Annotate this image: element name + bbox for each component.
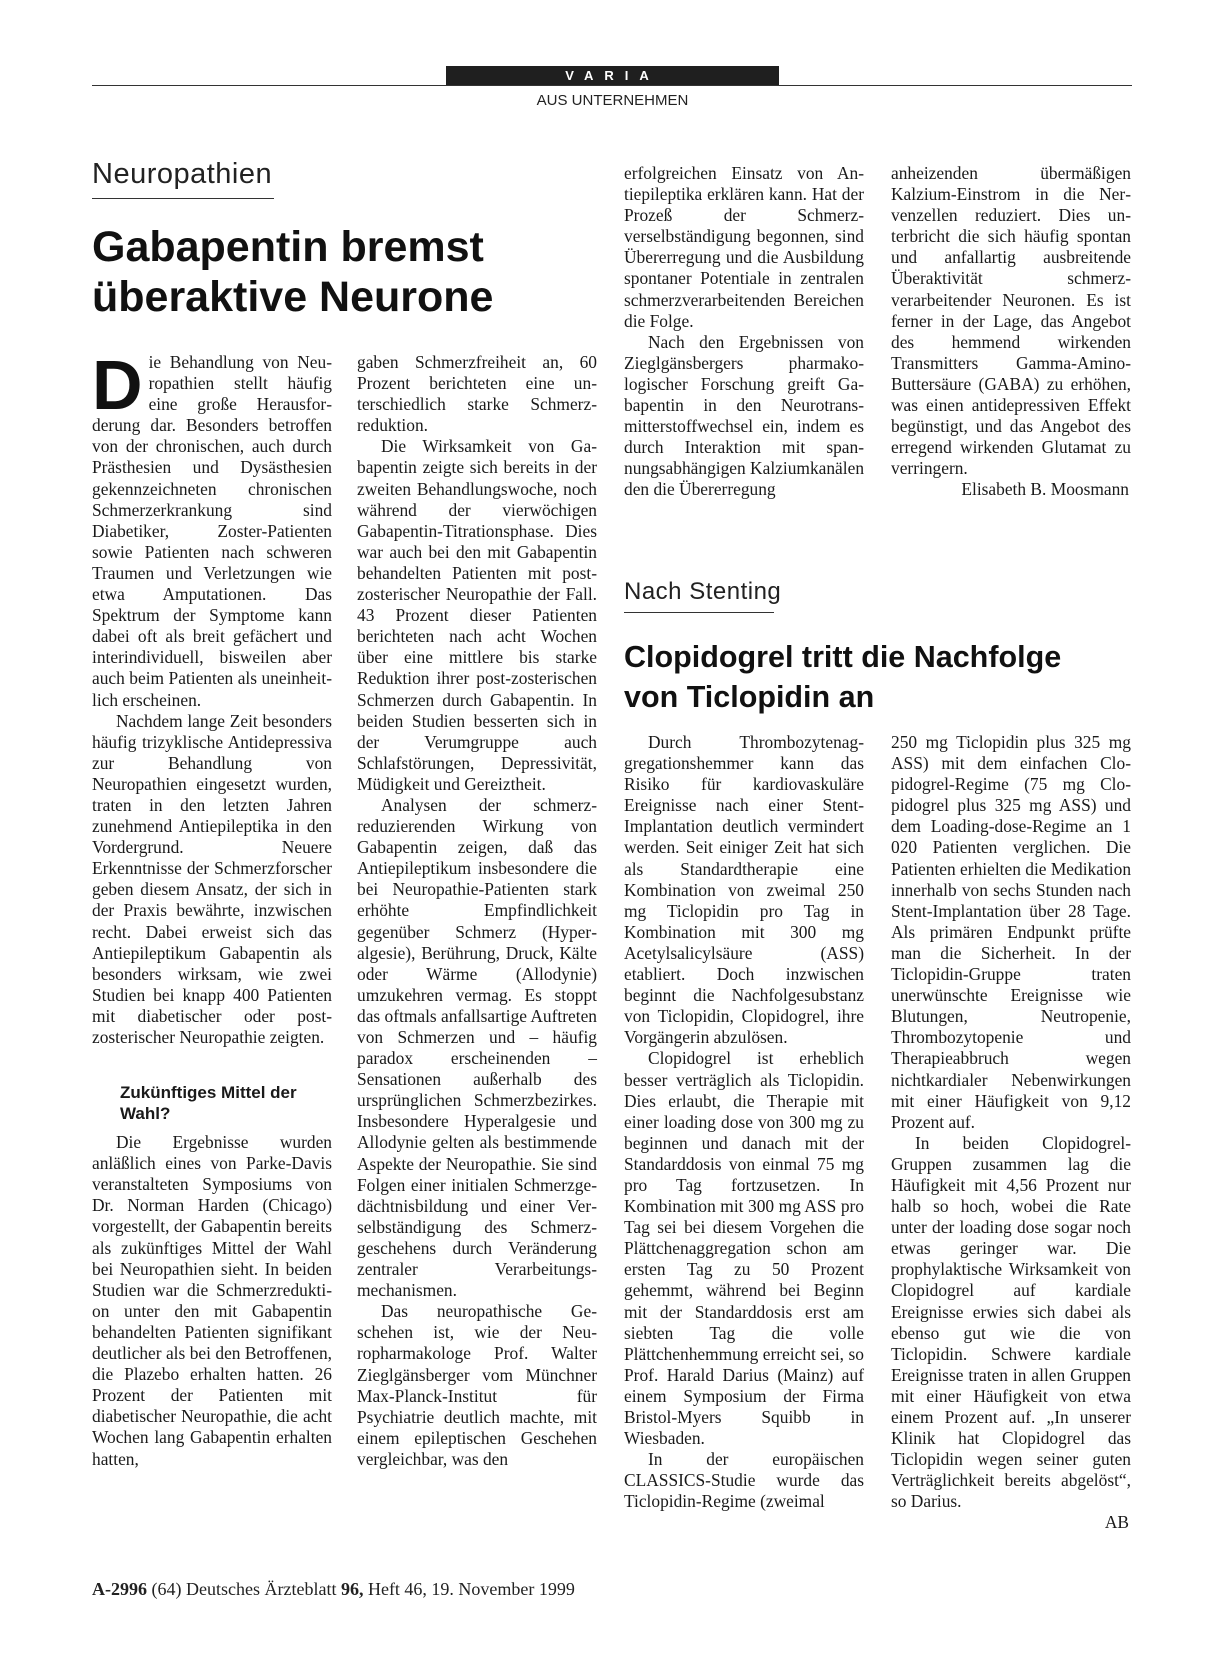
header-rule bbox=[92, 85, 1132, 86]
article2-kicker: Nach Stenting bbox=[624, 578, 782, 605]
article1-column-2 bbox=[357, 352, 597, 1470]
article2-column-1 bbox=[624, 732, 864, 1512]
article1-paragraph: Analysen der schmerzreduzierenden Wirkung von Gabapentin zeigen, daß das Antiepileptikum insbesondere die bei Neuropathie-Patienten stark erhöhte Empfindlichkeit gegenüber Schmerz (Hyperalgesie), Berührung, Druck, Kälte oder Wärme (Allodynie) umzukehren vermag. Es stoppt das oftmals anfallsartige Auftreten von Schmerzen und – häufig paradox erscheinenden – Sensationen außerhalb des ursprünglichen Schmerzbezirkes. Insbesondere Hyperalgesie und Allodynie gelten als bestimmende Aspekte der Neuropathie. Sie sind Folgen einer initialen Schmerzgedächtnisbildung und einer Verselbständigung des Schmerzgeschehens durch Veränderung zentraler Verarbeitungsmechanismen. bbox=[357, 794, 598, 1301]
page-code: A-2996 bbox=[92, 1579, 147, 1599]
article2-headline-line2: von Ticlopidin an bbox=[624, 680, 875, 714]
article1-paragraph: Die Wirksamkeit von Gabapentin zeigte sich bereits in der zweiten Behandlungswoche, noch während der vierwöchigen Gabapentin-Titrationsphase. Dies war auch bei den mit Gabapentin behandelten Patienten mit post-zosterischer Neuropathie der Fall. 43 Prozent dieser Patienten berichteten nach acht Wochen über eine mittlere bis starke Reduktion ihrer post-zosterischen Schmerzen durch Gabapentin. In beiden Studien besserten sich in der Verumgruppe auch Schlafstörungen, Depressivität, Müdigkeit und Gereiztheit. bbox=[357, 436, 597, 794]
subsection-label: AUS UNTERNEHMEN bbox=[536, 92, 689, 109]
article2-kicker-rule bbox=[624, 612, 774, 613]
article2-paragraph: 250 mg Ticlopidin plus 325 mg ASS) mit dem einfachen Clopidogrel-Regime (75 mg Clopidogrel plus 325 mg ASS) und dem Loading-dose-Regime an 1 020 Patienten verglichen. Die Patienten erhielten die Medikation innerhalb von sechs Stunden nach Stent-Implantation über 28 Tage. Als primären Endpunkt prüfte man die Sicherheit. In der Ticlopidin-Gruppe traten unerwünschte Ereignisse wie Blutungen, Neutropenie, Thrombozytopenie und Therapieabbruch wegen nichtkardialer Nebenwirkungen mit einer Häufigkeit von 9,12 Prozent auf. bbox=[891, 732, 1132, 1132]
article1-kicker: Neuropathien bbox=[92, 158, 273, 190]
dropcap: D bbox=[92, 346, 143, 424]
article1-paragraph: erfolgreichen Einsatz von Antiepileptika erklären kann. Hat der Prozeß der Schmerzverselbständigung begonnen, sind Übererregung und die Ausbildung spontaner Potentiale in zentralen schmerzverarbeitenden Bereichen die Folge. bbox=[624, 163, 864, 331]
article1-paragraph: Die Ergebnisse wurden anläßlich eines von Parke-Davis veranstalteten Symposiums von Dr. Norman Harden (Chicago) vorgestellt, der Gabapentin bereits als zukünftiges Mittel der Wahl bei Neuropathien sieht. In beiden Studien war die Schmerzreduktion unter den mit Gabapentin behandelten Patienten signifikant deutlicher als bei den Betroffenen, die Plazebo erhalten hatten. 26 Prozent der Patienten mit diabetischer Neuropathie, die acht Wochen lang Gabapentin erhalten hatten, bbox=[92, 1132, 332, 1469]
article2-paragraph: In beiden Clopidogrel-Gruppen zusammen lag die Häufigkeit mit 4,56 Prozent nur halb so hoch, wobei die Rate unter der loading dose sogar noch etwas geringer war. Die prophylaktische Wirksamkeit von Clopidogrel auf kardiale Ereignisse erwies sich dabei als ebenso gut wie die von Ticlopidin. Schwere kardiale Ereignisse traten in allen Gruppen mit einer Häufigkeit von etwa einem Prozent auf. „In unserer Klinik hat Clopidogrel das Ticlopidin wegen seiner guten Verträglichkeit bereits abgelöst“, so Darius. bbox=[891, 1132, 1131, 1512]
article1-subheading: Zukünftiges Mittel der Wahl? bbox=[120, 1083, 297, 1124]
journal-name: Deutsches Ärzteblatt bbox=[186, 1579, 337, 1599]
article1-author: Elisabeth B. Moosmann bbox=[961, 479, 1129, 500]
section-label: VARIA bbox=[446, 66, 779, 86]
article1-kicker-rule bbox=[92, 198, 274, 199]
article1-paragraph: Nach den Ergebnissen von Zieglgänsbergers pharmakologischer Forschung greift Gabapentin in den Neurotransmitterstoffwechsel ein, indem es durch Interaktion mit spannungsabhängigen Kalziumkanälen den die Übererregung bbox=[624, 331, 865, 500]
article1-column-1 bbox=[92, 346, 332, 1470]
article1-paragraph: Die Behandlung von Neuropathien stellt häufig eine große Herausforderung dar. Besonders betroffen von der chronischen, auch durch Prästhesien und Dysästhesien gekennzeichneten chronischen Schmerzerkrankung sind Diabetiker, Zoster-Patienten sowie Patienten nach schweren Traumen und Verletzungen wie etwa Amputationen. Das Spektrum der Symptome kann dabei oft als breit gefächert und interindividuell, bisweilen aber auch beim Patienten als uneinheitlich erscheinen. bbox=[92, 346, 332, 710]
article1-headline-line2: überaktive Neurone bbox=[92, 273, 494, 321]
article2-paragraph: Clopidogrel ist erheblich besser verträglich als Ticlopidin. Dies erlaubt, die Therapie mit einer loading dose von 300 mg zu beginnen und danach mit der Standarddosis von einmal 75 mg pro Tag fortzusetzen. In Kombination mit 300 mg ASS pro Tag sei bei diesem Vorgehen die Plättchenaggregation schon am ersten Tag zu 50 Prozent gehemmt, während bei Beginn mit der Standarddosis erst am siebten Tag die volle Plättchenhemmung erreicht sei, so Prof. Harald Darius (Mainz) auf einem Symposium der Firma Bristol-Myers Squibb in Wiesbaden. bbox=[624, 1048, 864, 1449]
article1-paragraph: Nachdem lange Zeit besonders häufig trizyklische Antidepressiva zur Behandlung von Neuropathien eingesetzt wurden, traten in den letzten Jahren zunehmend Antiepileptika in den Vordergrund. Neuere Erkenntnisse der Schmerzforscher geben diesem Ansatz, der sich in der Praxis bewährte, inzwischen recht. Dabei erweist sich das Antiepileptikum Gabapentin als besonders wirksam, wie zwei Studien bei knapp 400 Patienten mit diabetischer oder post-zosterischer Neuropathie zeigten. bbox=[92, 710, 332, 1047]
page-number: (64) bbox=[151, 1579, 182, 1599]
article2-paragraph: In der europäischen CLASSICS-Studie wurde das Ticlopidin-Regime (zweimal bbox=[624, 1449, 864, 1512]
article1-headline bbox=[92, 222, 592, 322]
article1-column-4 bbox=[891, 163, 1131, 501]
volume: 96, bbox=[340, 1579, 364, 1599]
article1-paragraph: Das neuropathische Geschehen ist, wie der Neuropharmakologe Prof. Walter Zieglgänsberger vom Münchner Max-Planck-Institut für Psychiatrie deutlich machte, mit einem epileptischen Geschehen vergleichbar, was den bbox=[357, 1301, 597, 1469]
article2-headline bbox=[624, 637, 1134, 717]
article2-paragraph: Durch Thrombozytenaggregationshemmer kann das Risiko für kardiovaskuläre Ereignisse nach einer Stent-Implantation deutlich vermindert werden. Seit einiger Zeit hat sich als Standardtherapie eine Kombination von zweimal 250 mg Ticlopidin pro Tag in Kombination mit 300 mg Acetylsalicylsäure (ASS) etabliert. Doch inzwischen beginnt die Nachfolgesubstanz von Ticlopidin, Clopidogrel, ihre Vorgängerin abzulösen. bbox=[624, 732, 864, 1048]
article1-column-3 bbox=[624, 163, 864, 501]
article1-paragraph: anheizenden übermäßigen Kalzium-Einstrom in die Nervenzellen reduziert. Dies unterbricht die sich häufig spontan und anfallartig ausbreitende Überaktivität schmerzverarbeitender Neuronen. Es ist ferner in der Lage, das Angebot des hemmend wirkenden Transmitters Gamma-Amino-Buttersäure (GABA) zu erhöhen, was einen antidepressiven Effekt begünstigt, und das Angebot des erregend wirkenden Glutamat zu verringern. bbox=[891, 163, 1131, 479]
article1-headline-line1: Gabapentin bremst bbox=[92, 223, 484, 271]
article2-headline-line1: Clopidogrel tritt die Nachfolge bbox=[624, 640, 1062, 674]
issue-date: Heft 46, 19. November 1999 bbox=[367, 1579, 575, 1599]
article2-column-2 bbox=[891, 732, 1131, 1534]
article1-paragraph: gaben Schmerzfreiheit an, 60 Prozent berichteten eine unterschiedlich starke Schmerzreduktion. bbox=[357, 352, 597, 436]
article2-author: AB bbox=[1104, 1512, 1129, 1533]
page-footer bbox=[92, 1579, 575, 1600]
